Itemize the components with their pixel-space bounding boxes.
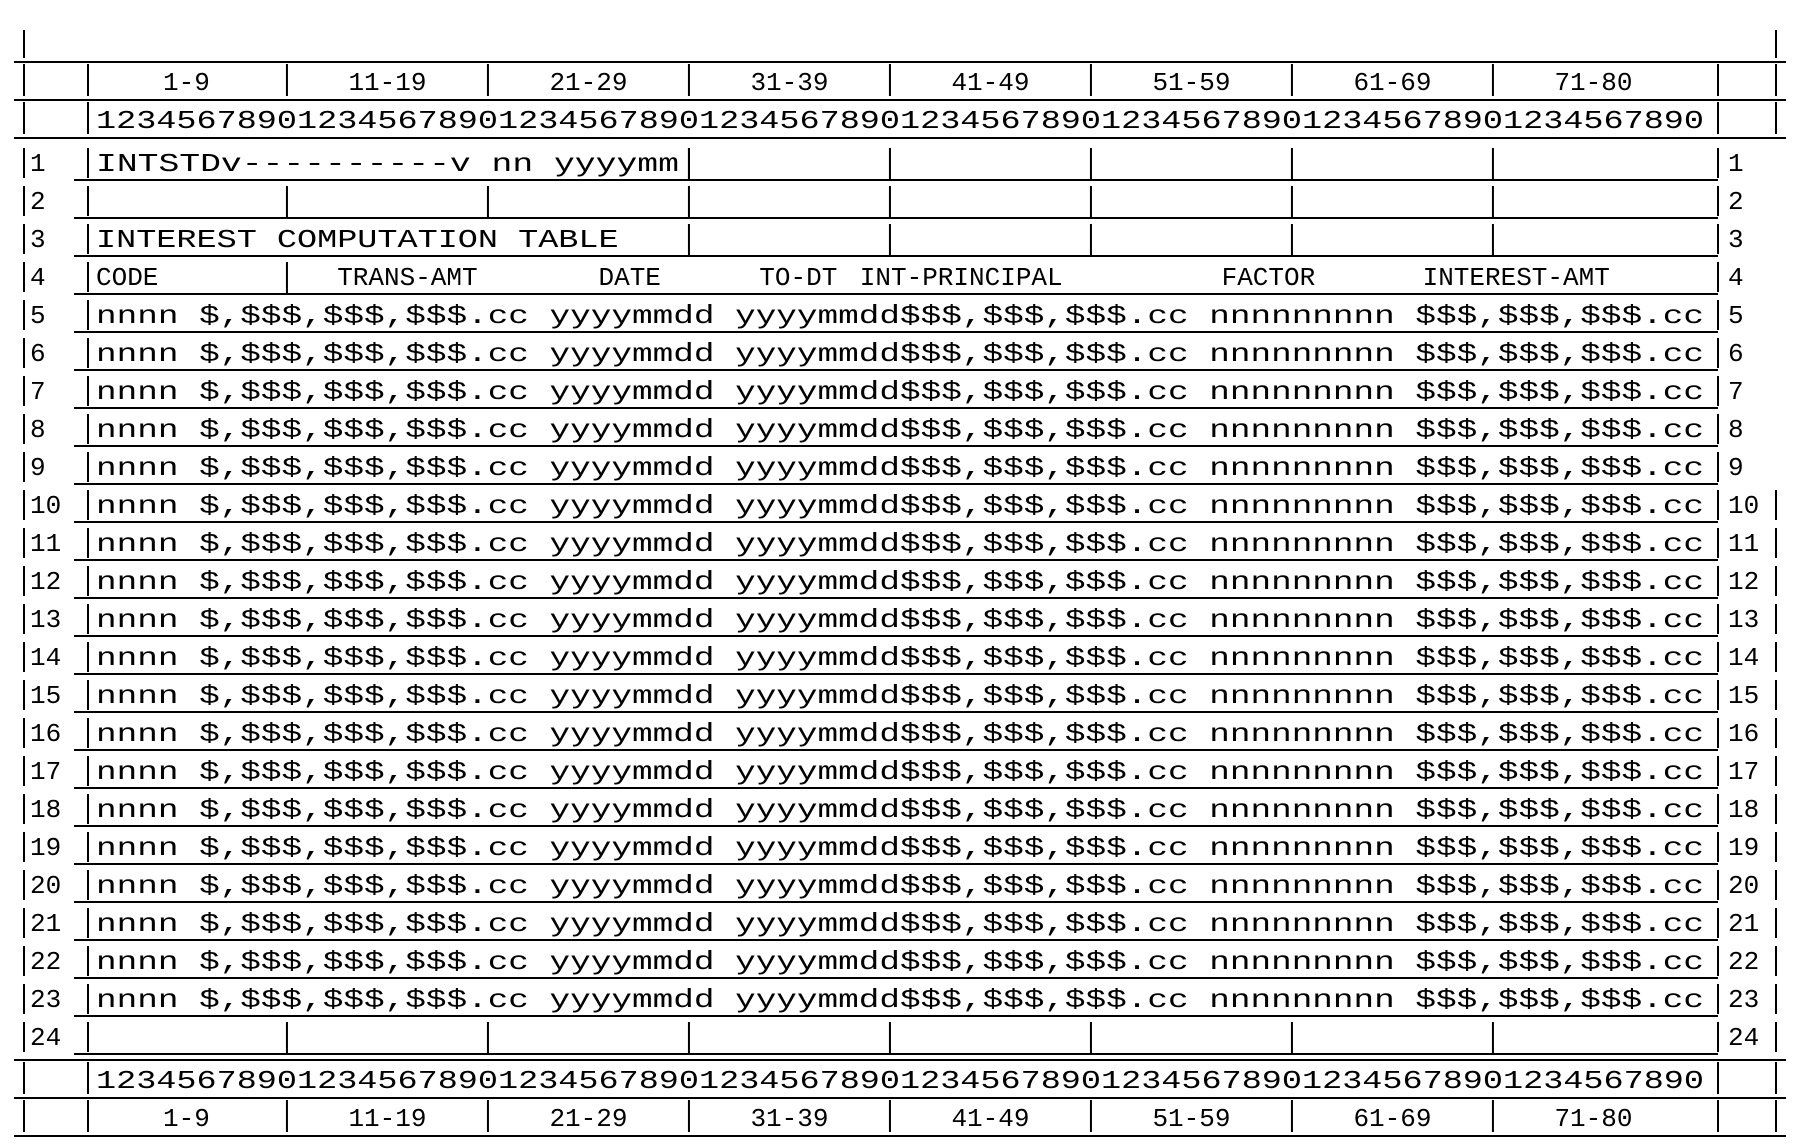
detail-row: nnnn $,$$$,$$$,$$$.cc yyyymmdd yyyymmdd$$$,$$$,$$$.cc nnnnnnnnn $$$,$$$,$$$.cc (96, 909, 1704, 939)
line-number-right: 14 (1728, 643, 1760, 673)
line-number-left: 21 (30, 909, 62, 939)
line-number-right: 21 (1728, 909, 1760, 939)
header-trans-amt: TRANS-AMT (337, 263, 478, 293)
ruler-top-range-label: 51-59 (1152, 68, 1231, 98)
line-number-left: 5 (30, 301, 46, 331)
detail-row: nnnn $,$$$,$$$,$$$.cc yyyymmdd yyyymmdd$$$,$$$,$$$.cc nnnnnnnnn $$$,$$$,$$$.cc (96, 415, 1704, 445)
line-number-left: 6 (30, 339, 46, 369)
detail-row: nnnn $,$$$,$$$,$$$.cc yyyymmdd yyyymmdd$$$,$$$,$$$.cc nnnnnnnnn $$$,$$$,$$$.cc (96, 567, 1704, 597)
ruler-top-range-label: 31-39 (750, 68, 829, 98)
header-code: CODE (96, 263, 159, 293)
line-number-right: 24 (1728, 1023, 1760, 1053)
header-factor: FACTOR (1221, 263, 1316, 293)
ruler-top-range-label: 21-29 (549, 68, 628, 98)
detail-row: nnnn $,$$$,$$$,$$$.cc yyyymmdd yyyymmdd$$$,$$$,$$$.cc nnnnnnnnn $$$,$$$,$$$.cc (96, 453, 1704, 483)
line-number-right: 8 (1728, 415, 1744, 445)
line-number-left: 20 (30, 871, 62, 901)
ruler-bottom-range-label: 21-29 (549, 1104, 628, 1134)
line-number-left: 13 (30, 605, 62, 635)
line-number-left: 9 (30, 453, 46, 483)
line-number-left: 15 (30, 681, 62, 711)
table-title: INTEREST COMPUTATION TABLE (96, 225, 619, 255)
line-number-left: 11 (30, 529, 62, 559)
line-number-left: 10 (30, 491, 62, 521)
ruler-top-range-label: 61-69 (1353, 68, 1432, 98)
ruler-bottom-range-label: 41-49 (951, 1104, 1030, 1134)
line-number-right: 18 (1728, 795, 1760, 825)
line-number-right: 10 (1728, 491, 1760, 521)
ruler-bottom-range-label: 1-9 (163, 1104, 210, 1134)
line-number-left: 23 (30, 985, 62, 1015)
line-number-right: 19 (1728, 833, 1760, 863)
line-number-right: 1 (1728, 149, 1744, 179)
ruler-top-range-label: 71-80 (1554, 68, 1633, 98)
ruler-top-range-label: 1-9 (163, 68, 210, 98)
detail-row: nnnn $,$$$,$$$,$$$.cc yyyymmdd yyyymmdd$$$,$$$,$$$.cc nnnnnnnnn $$$,$$$,$$$.cc (96, 833, 1704, 863)
line-number-right: 17 (1728, 757, 1760, 787)
line-number-left: 4 (30, 263, 46, 293)
line-number-left: 16 (30, 719, 62, 749)
ruler-bottom-range-label: 71-80 (1554, 1104, 1633, 1134)
line-number-right: 13 (1728, 605, 1760, 635)
line-number-left: 17 (30, 757, 62, 787)
line-number-left: 18 (30, 795, 62, 825)
detail-row: nnnn $,$$$,$$$,$$$.cc yyyymmdd yyyymmdd$$$,$$$,$$$.cc nnnnnnnnn $$$,$$$,$$$.cc (96, 339, 1704, 369)
detail-row: nnnn $,$$$,$$$,$$$.cc yyyymmdd yyyymmdd$$$,$$$,$$$.cc nnnnnnnnn $$$,$$$,$$$.cc (96, 529, 1704, 559)
line-number-left: 1 (30, 149, 46, 179)
detail-row: nnnn $,$$$,$$$,$$$.cc yyyymmdd yyyymmdd$$$,$$$,$$$.cc nnnnnnnnn $$$,$$$,$$$.cc (96, 871, 1704, 901)
line-number-right: 23 (1728, 985, 1760, 1015)
ruler-bottom-range-label: 31-39 (750, 1104, 829, 1134)
detail-row: nnnn $,$$$,$$$,$$$.cc yyyymmdd yyyymmdd$$$,$$$,$$$.cc nnnnnnnnn $$$,$$$,$$$.cc (96, 491, 1704, 521)
line-number-left: 22 (30, 947, 62, 977)
detail-row: nnnn $,$$$,$$$,$$$.cc yyyymmdd yyyymmdd$$$,$$$,$$$.cc nnnnnnnnn $$$,$$$,$$$.cc (96, 643, 1704, 673)
line-number-right: 6 (1728, 339, 1744, 369)
detail-row: nnnn $,$$$,$$$,$$$.cc yyyymmdd yyyymmdd$$$,$$$,$$$.cc nnnnnnnnn $$$,$$$,$$$.cc (96, 947, 1704, 977)
line-number-right: 16 (1728, 719, 1760, 749)
line-number-right: 11 (1728, 529, 1760, 559)
header-to-dt: TO-DT (759, 263, 838, 293)
line-number-right: 5 (1728, 301, 1744, 331)
program-id-line: INTSTDv----------v nn yyyymm (96, 149, 679, 179)
header-interest-amt: INTEREST-AMT (1422, 263, 1610, 293)
ruler-bottom-range-label: 11-19 (348, 1104, 427, 1134)
line-number-left: 8 (30, 415, 46, 445)
line-number-left: 3 (30, 225, 46, 255)
detail-row: nnnn $,$$$,$$$,$$$.cc yyyymmdd yyyymmdd$$$,$$$,$$$.cc nnnnnnnnn $$$,$$$,$$$.cc (96, 377, 1704, 407)
line-number-left: 7 (30, 377, 46, 407)
ruler-bottom-digit-ruler: 12345678901234567890123456789012345678901234567890123456789012345678901234567890 (96, 1066, 1704, 1096)
line-number-left: 2 (30, 187, 46, 217)
detail-row: nnnn $,$$$,$$$,$$$.cc yyyymmdd yyyymmdd$$$,$$$,$$$.cc nnnnnnnnn $$$,$$$,$$$.cc (96, 985, 1704, 1015)
detail-row: nnnn $,$$$,$$$,$$$.cc yyyymmdd yyyymmdd$$$,$$$,$$$.cc nnnnnnnnn $$$,$$$,$$$.cc (96, 301, 1704, 331)
line-number-right: 12 (1728, 567, 1760, 597)
line-number-left: 12 (30, 567, 62, 597)
ruler-top-range-label: 41-49 (951, 68, 1030, 98)
detail-row: nnnn $,$$$,$$$,$$$.cc yyyymmdd yyyymmdd$$$,$$$,$$$.cc nnnnnnnnn $$$,$$$,$$$.cc (96, 605, 1704, 635)
detail-row: nnnn $,$$$,$$$,$$$.cc yyyymmdd yyyymmdd$$$,$$$,$$$.cc nnnnnnnnn $$$,$$$,$$$.cc (96, 681, 1704, 711)
detail-row: nnnn $,$$$,$$$,$$$.cc yyyymmdd yyyymmdd$$$,$$$,$$$.cc nnnnnnnnn $$$,$$$,$$$.cc (96, 757, 1704, 787)
line-number-left: 14 (30, 643, 62, 673)
header-date: DATE (598, 263, 661, 293)
header-int-principal: INT-PRINCIPAL (859, 263, 1063, 293)
line-number-left: 24 (30, 1023, 62, 1053)
line-number-right: 3 (1728, 225, 1744, 255)
ruler-top-range-label: 11-19 (348, 68, 427, 98)
ruler-top-digit-ruler: 12345678901234567890123456789012345678901234567890123456789012345678901234567890 (96, 106, 1704, 136)
line-number-right: 22 (1728, 947, 1760, 977)
line-number-right: 9 (1728, 453, 1744, 483)
ruler-bottom-range-label: 61-69 (1353, 1104, 1432, 1134)
line-number-right: 4 (1728, 263, 1744, 293)
detail-row: nnnn $,$$$,$$$,$$$.cc yyyymmdd yyyymmdd$$$,$$$,$$$.cc nnnnnnnnn $$$,$$$,$$$.cc (96, 719, 1704, 749)
detail-row: nnnn $,$$$,$$$,$$$.cc yyyymmdd yyyymmdd$$$,$$$,$$$.cc nnnnnnnnn $$$,$$$,$$$.cc (96, 795, 1704, 825)
line-number-right: 15 (1728, 681, 1760, 711)
ruler-bottom-range-label: 51-59 (1152, 1104, 1231, 1134)
line-number-right: 20 (1728, 871, 1760, 901)
line-number-right: 2 (1728, 187, 1744, 217)
line-number-left: 19 (30, 833, 62, 863)
line-number-right: 7 (1728, 377, 1744, 407)
